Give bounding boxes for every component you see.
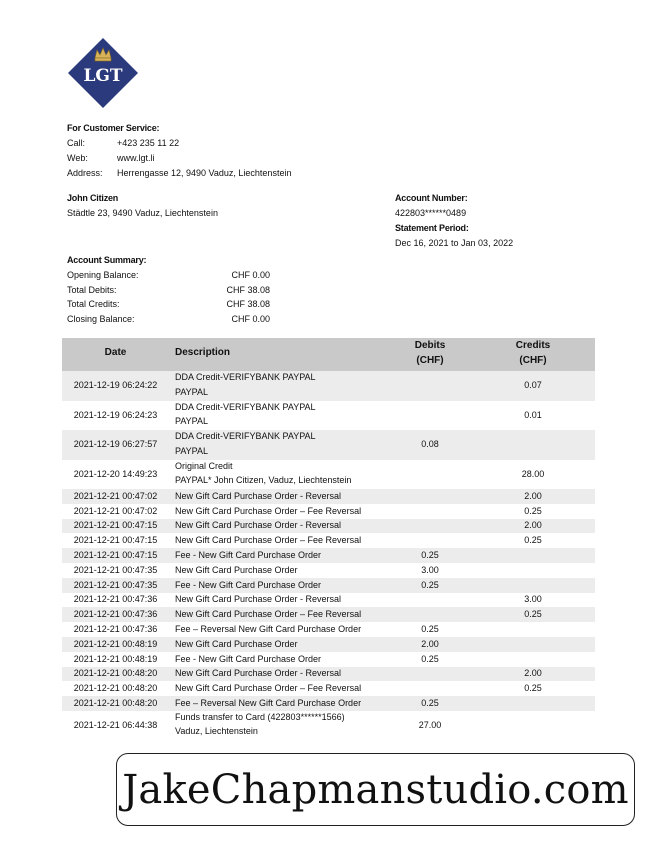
header-credits: Credits (515, 340, 551, 351)
row-date: 2021-12-21 00:47:36 (73, 609, 158, 620)
row-debit: 0.25 (421, 698, 439, 709)
row-debit: 27.00 (418, 720, 442, 731)
table-row (62, 637, 595, 652)
cs-address-value: Herrengasse 12, 9490 Vaduz, Liechtenstein (117, 168, 292, 178)
watermark-banner: JakeChapmanstudio.com (116, 753, 635, 826)
summary-value: CHF 0.00 (231, 270, 270, 280)
row-date: 2021-12-19 06:27:57 (73, 439, 158, 450)
row-date: 2021-12-21 00:47:35 (73, 579, 158, 590)
table-row (62, 548, 595, 563)
row-date: 2021-12-21 00:47:15 (73, 535, 158, 546)
transactions-table (62, 338, 595, 740)
cs-web-label: Web: (67, 153, 88, 163)
customer-service-title: For Customer Service: (67, 123, 160, 133)
statement-period: Dec 16, 2021 to Jan 03, 2022 (395, 238, 514, 248)
header-debits-unit: (CHF) (416, 355, 444, 366)
summary-value: CHF 0.00 (231, 314, 270, 324)
row-credit: 0.25 (524, 683, 542, 694)
cs-call-value: +423 235 11 22 (117, 138, 180, 148)
row-debit: 2.00 (421, 638, 439, 649)
cs-web-row (67, 153, 155, 163)
row-description: New Gift Card Purchase Order – Fee Reversal (175, 683, 362, 694)
row-credit: 0.01 (524, 409, 542, 420)
row-description: DDA Credit-VERIFYBANK PAYPAL (175, 431, 316, 441)
row-description: Fee – Reversal New Gift Card Purchase Order (175, 624, 362, 635)
row-description-line2: Vaduz, Liechtenstein (175, 726, 258, 737)
row-date: 2021-12-21 00:48:19 (73, 653, 158, 664)
row-credit: 0.25 (524, 505, 542, 516)
row-description: DDA Credit-VERIFYBANK PAYPAL (175, 401, 316, 412)
table-row (62, 430, 595, 460)
account-summary-title: Account Summary: (67, 255, 147, 265)
summary-value: CHF 38.08 (226, 299, 270, 309)
row-credit: 2.00 (524, 520, 542, 531)
header-description: Description (175, 347, 231, 358)
customer-name: John Citizen (67, 193, 119, 203)
row-description-line2: PAYPAL (175, 416, 209, 426)
customer-address: Städtle 23, 9490 Vaduz, Liechtenstein (67, 208, 218, 218)
row-description: Fee - New Gift Card Purchase Order (175, 579, 322, 590)
row-credit: 2.00 (524, 668, 542, 679)
table-row (62, 460, 595, 490)
summary-value: CHF 38.08 (226, 285, 270, 295)
row-credit: 2.00 (524, 490, 542, 501)
row-date: 2021-12-21 00:47:02 (73, 505, 158, 516)
account-number-label: Account Number: (395, 193, 468, 203)
row-description: New Gift Card Purchase Order (175, 564, 298, 575)
row-debit: 0.25 (421, 653, 439, 664)
table-row (62, 401, 595, 431)
row-description: Original Credit (175, 460, 233, 471)
table-row (62, 681, 595, 696)
table-row (62, 578, 595, 593)
table-row (62, 533, 595, 548)
row-credit: 3.00 (524, 594, 542, 605)
header-debits: Debits (414, 340, 446, 351)
row-date: 2021-12-19 06:24:23 (73, 409, 158, 420)
row-description: New Gift Card Purchase Order – Fee Reversal (175, 505, 362, 516)
table-row (62, 504, 595, 519)
cs-address-label: Address: (67, 168, 103, 178)
row-debit: 0.25 (421, 624, 439, 635)
table-row (62, 563, 595, 578)
row-credit: 0.25 (524, 535, 542, 546)
table-row (62, 696, 595, 711)
summary-label: Total Credits: (67, 299, 120, 309)
row-description-line2: PAYPAL* John Citizen, Vaduz, Liechtenstein (175, 475, 352, 485)
statement-period-label: Statement Period: (395, 223, 469, 233)
header-date: Date (104, 347, 127, 358)
row-date: 2021-12-21 00:48:20 (73, 698, 158, 709)
cs-address-row (67, 168, 291, 178)
account-number: 422803******0489 (395, 208, 467, 218)
row-description: Fee - New Gift Card Purchase Order (175, 550, 322, 561)
table-row (62, 371, 595, 401)
logo-text: LGT (83, 66, 123, 86)
row-debit: 0.25 (421, 579, 439, 590)
lgt-logo-mark (66, 36, 140, 110)
lgt-logo (66, 36, 140, 110)
row-credit: 0.25 (524, 609, 542, 620)
summary-label: Opening Balance: (67, 270, 139, 280)
table-row (62, 607, 595, 622)
row-date: 2021-12-21 00:48:20 (73, 683, 158, 694)
row-date: 2021-12-21 00:47:36 (73, 594, 158, 605)
row-description: Funds transfer to Card (422803******1566) (175, 711, 345, 722)
summary-label: Total Debits: (67, 285, 117, 295)
row-date: 2021-12-21 00:48:20 (73, 668, 158, 679)
row-description: New Gift Card Purchase Order - Reversal (175, 594, 342, 605)
row-date: 2021-12-19 06:24:22 (73, 380, 158, 391)
row-date: 2021-12-21 00:47:35 (73, 564, 158, 575)
row-description: New Gift Card Purchase Order - Reversal (175, 490, 342, 501)
cs-call-row (67, 138, 179, 148)
cs-web-value: www.lgt.li (117, 153, 155, 163)
summary-label: Closing Balance: (67, 314, 135, 324)
row-description: Fee - New Gift Card Purchase Order (175, 653, 322, 664)
row-debit: 0.08 (421, 439, 439, 450)
row-description-line2: PAYPAL (175, 386, 209, 397)
table-row (62, 593, 595, 608)
row-description-line2: PAYPAL (175, 445, 209, 456)
row-description: DDA Credit-VERIFYBANK PAYPAL (175, 372, 316, 382)
row-date: 2021-12-21 00:47:15 (73, 550, 158, 561)
row-date: 2021-12-21 00:47:15 (73, 520, 158, 531)
row-date: 2021-12-21 00:47:36 (73, 624, 158, 635)
table-row (62, 622, 595, 637)
row-date: 2021-12-21 00:48:19 (73, 638, 158, 649)
row-date: 2021-12-21 00:47:02 (73, 490, 158, 501)
table-header (62, 338, 595, 371)
row-description: New Gift Card Purchase Order – Fee Reversal (175, 609, 362, 620)
row-description: New Gift Card Purchase Order - Reversal (175, 520, 342, 531)
table-row (62, 667, 595, 682)
row-description: New Gift Card Purchase Order – Fee Reversal (175, 535, 362, 546)
row-credit: 0.07 (524, 380, 542, 391)
table-row (62, 711, 595, 741)
row-date: 2021-12-21 06:44:38 (73, 720, 158, 731)
table-row (62, 652, 595, 667)
row-debit: 3.00 (421, 564, 439, 575)
table-row (62, 489, 595, 504)
row-debit: 0.25 (421, 550, 439, 561)
row-description: New Gift Card Purchase Order - Reversal (175, 668, 342, 679)
row-description: Fee – Reversal New Gift Card Purchase Order (175, 698, 362, 709)
table-row (62, 519, 595, 534)
header-credits-unit: (CHF) (519, 355, 547, 366)
table-body (62, 371, 595, 740)
row-credit: 28.00 (521, 468, 545, 479)
cs-call-label: Call: (67, 138, 86, 148)
row-date: 2021-12-20 14:49:23 (73, 468, 158, 479)
row-description: New Gift Card Purchase Order (175, 638, 298, 649)
